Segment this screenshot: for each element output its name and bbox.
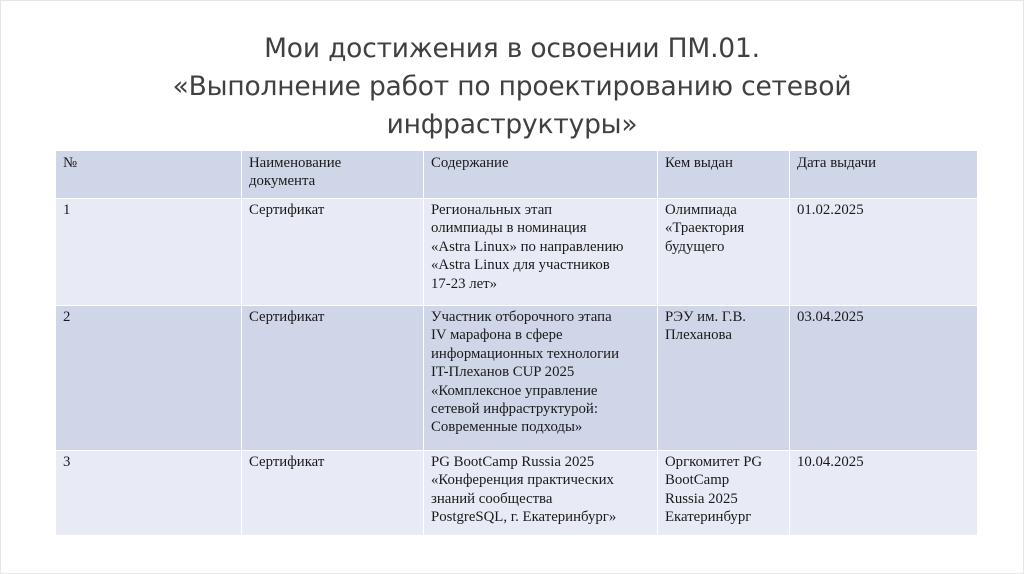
header-document-name: Наименование документа	[242, 151, 424, 199]
header-issuer: Кем выдан	[658, 151, 790, 199]
header-content: Содержание	[424, 151, 658, 199]
table-row	[56, 451, 978, 536]
cell-date: 10.04.2025	[790, 451, 978, 536]
cell-issuer: Олимпиада «Траектория будущего	[658, 199, 790, 306]
cell-num: 1	[56, 199, 242, 306]
table-row	[56, 306, 978, 451]
cell-issuer: РЭУ им. Г.В. Плеханова	[658, 306, 790, 451]
title-line-3: инфраструктуры»	[386, 109, 638, 140]
header-num: №	[56, 151, 242, 199]
cell-num: 2	[56, 306, 242, 451]
cell-date: 01.02.2025	[790, 199, 978, 306]
slide-title	[60, 30, 964, 144]
cell-content: Участник отборочного этапа IV марафона в сфере информационных технологии IT-Плеханов CUP 2025 «Комплексное управление сетевой инфраструктурой: Современные подходы»	[424, 306, 658, 451]
cell-issuer: Оргкомитет PG BootCamp Russia 2025 Екатеринбург	[658, 451, 790, 536]
cell-content: Региональных этап олимпиады в номинация «Astra Linux» по направлению «Astra Linux для участников 17-23 лет»	[424, 199, 658, 306]
cell-date: 03.04.2025	[790, 306, 978, 451]
cell-document-name: Сертификат	[242, 306, 424, 451]
cell-document-name: Сертификат	[242, 451, 424, 536]
achievements-table	[55, 150, 978, 536]
header-date: Дата выдачи	[790, 151, 978, 199]
cell-num: 3	[56, 451, 242, 536]
cell-content: PG BootCamp Russia 2025 «Конференция практических знаний сообщества PostgreSQL, г. Екатеринбург»	[424, 451, 658, 536]
title-line-1: Мои достижения в освоении ПМ.01.	[264, 33, 760, 64]
cell-document-name: Сертификат	[242, 199, 424, 306]
table-header-row	[56, 151, 978, 199]
table-row	[56, 199, 978, 306]
title-line-2: «Выполнение работ по проектированию сетевой	[172, 71, 852, 102]
